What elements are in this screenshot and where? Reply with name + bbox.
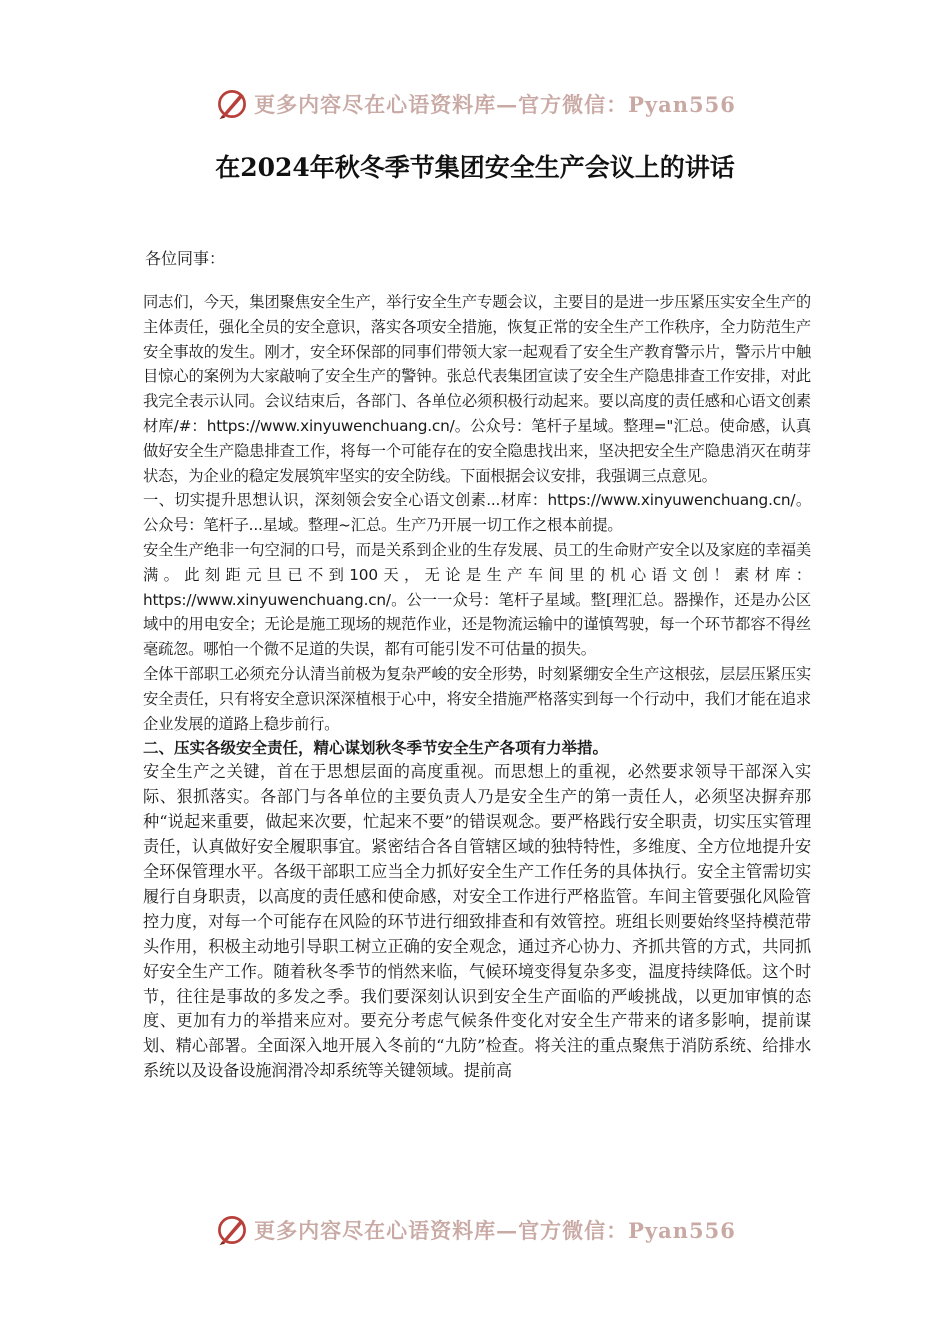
greeting: 各位同事： xyxy=(145,249,226,268)
pen-logo-icon xyxy=(214,1212,250,1248)
section-heading-2: 二、压实各级安全责任，精心谋划秋冬季节安全生产各项有力举措。 xyxy=(143,739,609,758)
watermark-banner-bottom xyxy=(0,1210,950,1250)
paragraph-safety-awareness: 全体干部职工必须充分认清当前极为复杂严峻的安全形势，时刻紧绷安全生产这根弦，层层压紧压实安全责任，只有将安全意识深深植根于心中，将安全措施严格落实到每一个行动中，我们才能在追求企业发展的道路上稳步前行。 xyxy=(143,664,811,733)
document-title: 在2024年秋冬季节集团安全生产会议上的讲话 xyxy=(215,153,735,182)
document-body xyxy=(143,290,811,1084)
paragraph-opening: 同志们，今天，集团聚焦安全生产，举行安全生产专题会议，主要目的是进一步压紧压实安全生产的主体责任，强化全员的安全意识，落实各项安全措施，恢复正常的安全生产工作秩序，全力防范生产安全事故的发生。刚才，安全环保部的同事们带领大家一起观看了安全生产教育警示片，警示片中触目惊心的案例为大家敲响了安全生产的警钟。张总代表集团宣读了安全生产隐患排查工作安排，对此我完全表示认同。会议结束后，各部门、各单位必须积极行动起来。要以高度的责任感和心语文创素材库/#：https://www.xinyuwenchuang.cn/。公众号：笔杆子星域。整理="汇总。使命感，认真做好安全生产隐患排查工作，将每一个可能存在的安全隐患找出来，坚决把安全生产隐患消灭在萌芽状态，为企业的稳定发展筑牢坚实的安全防线。下面根据会议安排，我强调三点意见。 xyxy=(143,293,811,485)
paragraph-safety-importance: 安全生产绝非一句空洞的口号，而是关系到企业的生存发展、员工的生命财产安全以及家庭的幸福美满。此刻距元旦已不到100天，无论是生产车间里的机心语文创！素材库：https://www.xinyuwenchuang.cn/。公一一众号：笔杆子星域。整[理汇总。器操作，还是办公区域中的用电安全；无论是施工现场的规范作业，还是物流运输中的谨慎驾驶，每一个环节都容不得丝毫疏忽。哪怕一个微不足道的失误，都有可能引发不可估量的损失。 xyxy=(143,540,811,659)
watermark-text: 更多内容尽在心语资料库—官方微信：Pyan556 xyxy=(254,1218,736,1243)
section-heading-1: 一、切实提升思想认识，深刻领会安全心语文创素...材库：https://www.xinyuwenchuang.cn/。公众号：笔杆子...星域。整理~汇总。生产乃开展一切工作之根本前提。 xyxy=(143,491,811,535)
paragraph-responsibility: 安全生产之关键，首在于思想层面的高度重视。而思想上的重视，必然要求领导干部深入实际、狠抓落实。各部门与各单位的主要负责人乃是安全生产的第一责任人，必须坚决摒弃那种“说起来重要，做起来次要，忙起来不要”的错误观念。要严格践行安全职责，切实压实管理责任，认真做好安全履职事宜。紧密结合各自管辖区域的独特特性，多维度、全方位地提升安全环保管理水平。各级干部职工应当全力抓好安全生产工作任务的具体执行。安全主管需切实履行自身职责，以高度的责任感和使命感，对安全工作进行严格监管。车间主管要强化风险管控力度，对每一个可能存在风险的环节进行细致排查和有效管控。班组长则要始终坚持模范带头作用，积极主动地引导职工树立正确的安全观念，通过齐心协力、齐抓共管的方式，共同抓好安全生产工作。随着秋冬季节的悄然来临，气候环境变得复杂多变，温度持续降低。这个时节，往往是事故的多发之季。我们要深刻认识到安全生产面临的严峻挑战，以更加审慎的态度、更加有力的举措来应对。要充分考虑气候条件变化对安全生产带来的诸多影响，提前谋划、精心部署。全面深入地开展入冬前的“九防”检查。将关注的重点聚焦于消防系统、给排水系统以及设备设施润滑冷却系统等关键领域。提前高 xyxy=(143,762,811,1081)
watermark-banner-top xyxy=(0,84,950,124)
pen-logo-icon xyxy=(214,86,250,122)
watermark-text: 更多内容尽在心语资料库—官方微信：Pyan556 xyxy=(254,92,736,117)
